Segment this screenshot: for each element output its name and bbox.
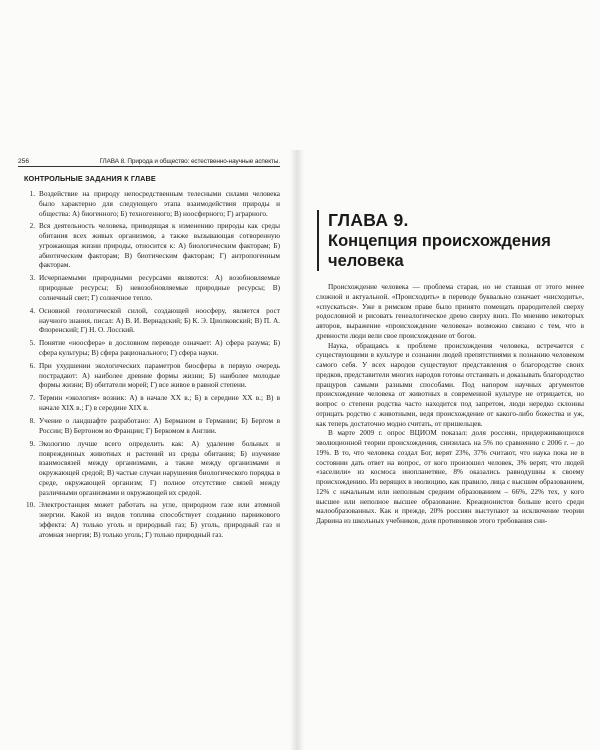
chapter-title: Концепция происхождения человека xyxy=(328,232,551,270)
left-page xyxy=(18,158,280,544)
question-item xyxy=(18,307,280,336)
question-text: Исчерпаемыми природными ресурсами являются: А) возобновляемые природные ресурсы; Б) невозобновляемые природные ресурсы; В) солнечный свет; Г) солнечное тепло. xyxy=(39,274,280,302)
question-text: Учение о ландшафте разработано: А) Берманом в Германии; Б) Бергом в России; В) Бертоном во Франции; Г) Беркомом в Англии. xyxy=(39,417,280,435)
book-gutter xyxy=(290,150,304,750)
question-item xyxy=(18,362,280,391)
question-number: 5. xyxy=(29,339,35,348)
question-text: Понятие «ноосфера» в дословном переводе означает: А) сфера разума; Б) сфера культуры; В) сфера рационального; Г) сфера науки. xyxy=(39,339,280,357)
question-number: 9. xyxy=(29,439,35,448)
question-list xyxy=(18,190,280,540)
section-title: КОНТРОЛЬНЫЕ ЗАДАНИЯ К ГЛАВЕ xyxy=(24,174,156,183)
right-page xyxy=(316,210,584,527)
question-item xyxy=(18,339,280,359)
question-item xyxy=(18,501,280,540)
question-number: 1. xyxy=(29,190,35,198)
question-text: При ухудшении экологических параметров биосферы в первую очередь пострадают: А) наиболее древние формы жизни; Б) наиболее молодые формы жизни; В) обитатели морей; Г) все живое в равной степени. xyxy=(39,361,280,390)
body-paragraph: Происхождение человека — проблема старая, но не ставшая от этого менее сложной и актуальной. «Происходить» в переводе буквально означает «нисходить», «спускаться». Уже в римском праве было принято помещать прародителей сверху родословной и рисовать генеалогическое древо сверху вниз. По мнению некоторых авторов, выражение «происхождение человека» возможно связано с тем, что в древности люди вели свое происхождение от богов. xyxy=(316,283,584,340)
question-text: Основной геологической силой, создающей ноосферу, является рост научного знания, писал: А) В. И. Вернадский; Б) К. Э. Циолковский; В) П. А. Флоренский; Г) Н. О. Лосский. xyxy=(39,306,280,335)
running-title: ГЛАВА 8. Природа и общество: естественно-научные аспекты. xyxy=(99,158,280,165)
question-item xyxy=(18,417,280,437)
question-text: Электростанция может работать на угле, природном газе или атомной энергии. Какой из видов топлива способствует созданию парникового эффекта: А) только уголь и природный газ; Б) уголь, природный газ и атомная энергия; В) только уголь; Г) только природный газ. xyxy=(39,501,280,539)
question-item xyxy=(18,222,280,271)
body-paragraph: Наука, обращаясь к проблеме происхождения человека, встречается с существующими в культуре и сознании людей препятствиями к познанию человеком самого себя. У всех народов существуют представления о благородстве своих предков, представители многих народов готовы отстаивать и доказывать благородство пращуров самыми разными способами. Под напором научных аргументов происхождение человека от животных в современной культуре не отрицается, но вопрос о степени родства часто находится под запретом, люди нередко склонны отрицать родство с животными, ведя происхождение от какого-либо божества и уж, как теперь достаточно модно считать, от пришельцев. xyxy=(316,341,584,428)
question-number: 7. xyxy=(29,394,35,403)
question-text: Вся деятельность человека, приводящая к изменению природы как среды обитания всех живых организмов, а также вызывающая сотворенную угрожающая жизни природы, относится к: А) биологическим факторам; Б) абиотическим факторам; В) биотическим факторам; Г) антропогенным факторам. xyxy=(39,222,280,270)
question-item xyxy=(18,440,280,499)
question-number: 8. xyxy=(29,417,35,426)
question-number: 10. xyxy=(25,501,35,510)
question-text: Термин «экология» возник: А) в начале XX в.; Б) в середине XX в.; В) в начале XIX в.; Г) в середине XIX в. xyxy=(39,394,280,413)
question-number: 6. xyxy=(29,361,35,370)
chapter-label: ГЛАВА 9. xyxy=(328,210,409,230)
chapter-body xyxy=(316,283,584,527)
question-item xyxy=(18,274,280,303)
question-item xyxy=(18,190,280,219)
running-head xyxy=(18,158,280,167)
question-number: 3. xyxy=(29,274,35,283)
question-text: Экологию лучше всего определить как: А) удаление больных и поврежденных животных и растений из среды обитания; Б) изучение взаимосвязей между организмами, а также между организмами и окружающей средой; В) частые случаи нарушения биологического порядка в среде, окружающей организм; Г) полное отсутствие связей между различными организмами и окружающей их средой. xyxy=(39,439,280,497)
question-text: Воздействие на природу непосредственным телесными силами человека было характерно для следующего этапа взаимодействия природы и общества: А) биогенного; Б) техногенного; В) ноосферного; Г) аграрного. xyxy=(39,190,280,218)
body-paragraph: В марте 2009 г. опрос ВЦИОМ показал: доля россиян, придерживающихся эволюционной теории происхождения, снизилась на 5% по сравнению с 2006 г. – до 19%. В то, что человека создал Бог, верят 23%, 37% считают, что наука пока не в состоянии дать ответ на вопрос, от кого произошел человек, 3% верят, что людей «заселили» из космоса инопланетяне, 8% оказались равнодушны к своему происхождению. Из верящих в эволюцию, как правило, лица с высшим образованием, 12% с начальным или неполным средним образованием – 66%, 22% тех, у кого высшее или неполное высшее образование. Креационистов больше всего среди малообразованных. Как и прежде, 20% россиян выступают за исключение теории Дарвина из школьных учебников, доля противников этого требования сни- xyxy=(316,429,584,525)
question-number: 4. xyxy=(29,306,35,315)
page-number: 256 xyxy=(18,158,30,165)
question-item xyxy=(18,394,280,414)
question-number: 2. xyxy=(29,222,35,231)
chapter-heading xyxy=(317,210,584,271)
